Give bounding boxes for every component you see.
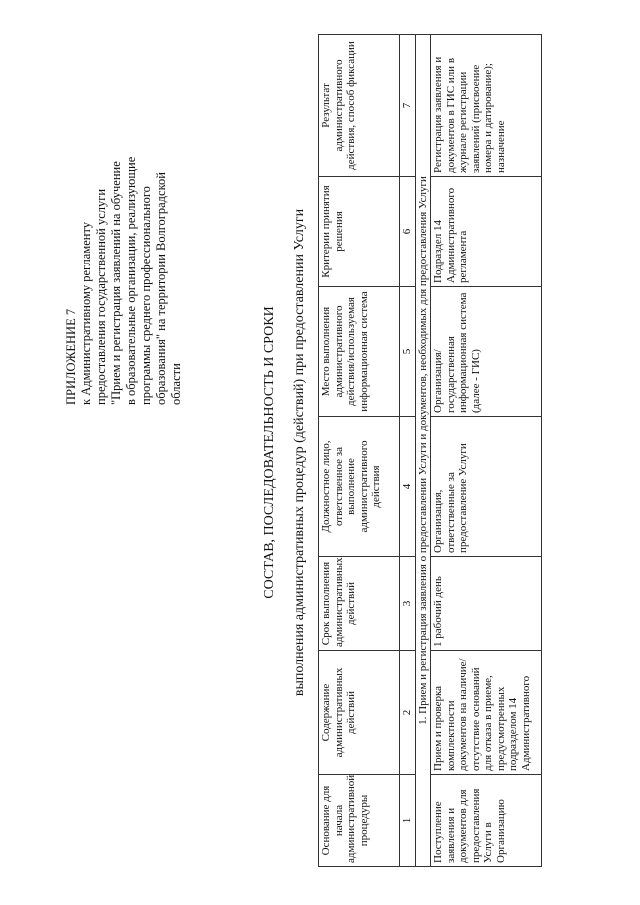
appendix-line: области (169, 363, 183, 405)
table-cell: 1 рабочий день (432, 576, 444, 647)
column-number: 1 (400, 775, 416, 867)
appendix-line: в образовательные организации, реализующие (124, 156, 138, 405)
table-cell: Регистрация заявления и документов в ГИС или в журнале регистрации заявлений (присвоение номера и датирование); назначение (432, 56, 507, 173)
column-number-row (400, 35, 416, 867)
appendix-line: программы среднего профессионального (139, 186, 153, 405)
header-cell: Критерии принятия решения (319, 177, 400, 287)
table-header-row (319, 35, 400, 867)
header-cell: Место выполнения административного действия/используемая информационная система (319, 287, 400, 417)
column-number: 4 (400, 417, 416, 557)
appendix-block (64, 35, 184, 405)
appendix-line: предоставления государственной услуги (94, 188, 108, 405)
table-cell: Организация/ государственная информационная система (далее - ГИС) (432, 292, 482, 413)
header-cell: Результат административного действия, способ фиксации (319, 35, 400, 177)
document-title: СОСТАВ, ПОСЛЕДОВАТЕЛЬНОСТЬ И СРОКИ (262, 306, 277, 599)
appendix-line: "Прием и регистрация заявлений на обучение (109, 161, 123, 405)
column-number: 7 (400, 35, 416, 177)
section-row (415, 35, 431, 867)
table-cell: Подраздел 14 Административного регламента (432, 187, 469, 283)
table-row (431, 35, 542, 867)
column-number: 5 (400, 287, 416, 417)
table-cell: Поступление заявления и документов для предоставления Услуги в Организацию (432, 788, 507, 863)
table-cell: Прием и проверка комплектности документов на наличие/отсутствие оснований для отказа в приеме, предусмотренных подразделом 14 Административного (432, 658, 532, 771)
header-cell: Должностное лицо, ответственное за выполнение административного действия (319, 417, 400, 557)
column-number: 3 (400, 557, 416, 651)
header-cell: Основание для начала административной процедуры (319, 775, 400, 867)
header-cell: Срок выполнения административных действий (319, 557, 400, 651)
header-cell: Содержание административных действий (319, 651, 400, 775)
procedures-table (318, 34, 542, 867)
appendix-line: к Административному регламенту (79, 221, 93, 405)
column-number: 6 (400, 177, 416, 287)
section-heading: 1. Прием и регистрация заявления о предоставлении Услуги и документов, необходимых для предоставления Услуги (415, 35, 431, 867)
appendix-line: образования" на территории Волгоградской (154, 172, 168, 405)
table-cell: Организация, ответственные за предоставление Услуги (432, 443, 469, 553)
column-number: 2 (400, 651, 416, 775)
document-subtitle: выполнения административных процедур (действий) при предоставлении Услуги (292, 208, 307, 697)
appendix-line: ПРИЛОЖЕНИЕ 7 (64, 308, 78, 405)
